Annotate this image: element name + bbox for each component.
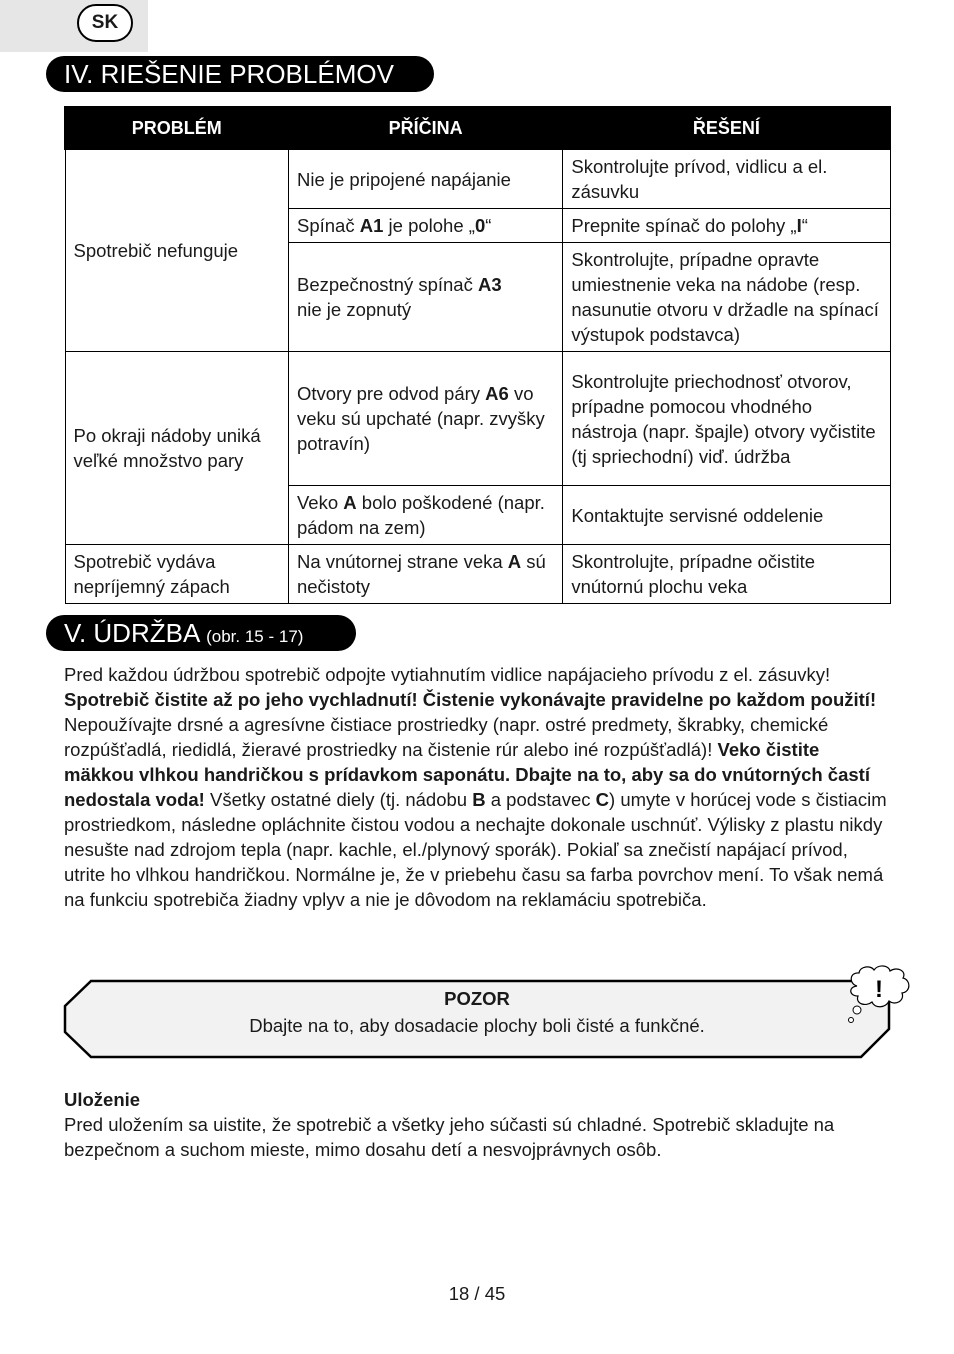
section-title: IV. RIEŠENIE PROBLÉMOV [64,59,394,89]
maintenance-text: ) umyte v horúcej vode s čistiacim prostriedkom, následne opláchnite čistou vodou a nechajte dokonale uschnúť. Výlisky z plastu nikdy nesušte nad zdrojom tepla (napr. kachle, el./plynový sporák). Pokiaľ sa znečistí napájací prívod, utrite ho vlhkou handričkou. Normálne je, že v priebehu času sa farba povrchov mení. To však nemá na funkciu spotrebiča žiadny vplyv a nie je dôvodom na reklamáciu spotrebiča. [64,789,887,910]
cause-cell: Na vnútornej strane veka A sú nečistoty [288,545,562,604]
storage-text: Pred uložením sa uistite, že spotrebič a všetky jeho súčasti sú chladné. Spotrebič skladujte na bezpečnom a suchom mieste, mimo dosahu detí a nesvojprávnych osôb. [64,1114,835,1160]
maintenance-bold: B [472,789,486,810]
page-number: 18 / 45 [448,1283,506,1304]
cause-cell: Bezpečnostný spínač A3 nie je zopnutý [288,243,562,352]
bold-ref: I [796,215,802,236]
storage-heading: Uloženie [64,1089,141,1110]
table-header-row [65,107,890,149]
cause-cell: Nie je pripojené napájanie [288,149,562,209]
maintenance-bold: Veko čistite mäkkou vlhkou handričkou s prídavkom saponátu. Dbajte na to, aby sa do vnútorných častí nedostala voda! [64,739,870,810]
table-row [65,352,890,486]
storage-section [64,1087,894,1162]
column-header-solution: ŘEŠENÍ [563,107,890,149]
table-row [65,149,890,209]
bold-ref: A [343,492,357,513]
solution-cell: Prepnite spínač do polohy „I“ [563,209,890,243]
warning-title: POZOR [444,988,510,1009]
solution-cell: Skontrolujte prívod, vidlicu a el. zásuvku [563,149,890,209]
cause-cell: Veko A bolo poškodené (napr. pádom na zem) [288,486,562,545]
bold-ref: A1 [359,215,384,236]
exclamation-bubble-icon [843,964,915,1033]
warning-text: Dbajte na to, aby dosadacie plochy boli čisté a funkčné. [249,1015,705,1036]
language-badge-area [0,0,148,52]
section-heading-troubleshooting [46,56,434,92]
solution-cell: Skontrolujte, prípadne očistite vnútornú plochu veka [563,545,890,604]
solution-cell: Skontrolujte, prípadne opravte umiestnenie veka na nádobe (resp. nasunutie otvoru v držadle na spínací výstupok podstavca) [563,243,890,352]
warning-box [63,979,891,1059]
bold-ref: A3 [477,274,502,295]
maintenance-text: Nepoužívajte drsné a agresívne čistiace prostriedky (napr. ostré predmety, škrabky, chemické rozpúšťadlá, riedidlá, žieravé prostriedky na čistenie rúr alebo iné rozpúšťadlá)! [64,714,829,760]
column-header-cause: PŘÍČINA [288,107,562,149]
troubleshooting-table [64,106,891,604]
problem-cell: Spotrebič nefunguje [65,149,288,352]
exclamation-symbol: ! [875,976,883,1003]
cause-cell: Spínač A1 je polohe „0“ [288,209,562,243]
maintenance-bold: Spotrebič čistite až po jeho vychladnutí! Čistenie vykonávajte pravidelne po každom použití! [64,689,877,710]
maintenance-text: Pred každou údržbou spotrebič odpojte vytiahnutím vidlice napájacieho prívodu z el. zásuvky! [64,664,831,685]
language-badge: SK [77,4,133,42]
maintenance-text: Všetky ostatné diely (tj. nádobu [209,789,468,810]
section-title: V. ÚDRŽBA [64,618,199,648]
section-subtitle: (obr. 15 - 17) [206,627,304,646]
table-row [65,545,890,604]
problem-cell: Po okraji nádoby uniká veľké množstvo pary [65,352,288,545]
bold-ref: A6 [485,383,509,404]
problem-cell: Spotrebič vydáva nepríjemný zápach [65,545,288,604]
maintenance-text: a podstavec [490,789,591,810]
bold-ref: A [507,551,522,572]
section-heading-maintenance [46,615,356,651]
solution-cell: Kontaktujte servisné oddelenie [563,486,890,545]
solution-cell: Skontrolujte priechodnosť otvorov, prípadne pomocou vhodného nástroja (napr. špajle) otvory vyčistite (tj spriechodní) viď. údržba [563,352,890,486]
bold-ref: 0 [474,215,486,236]
maintenance-paragraph [64,662,894,912]
maintenance-bold: C [595,789,610,810]
cause-cell: Otvory pre odvod páry A6 vo veku sú upchaté (napr. zvyšky potravín) [288,352,562,486]
column-header-problem: PROBLÉM [65,107,288,149]
